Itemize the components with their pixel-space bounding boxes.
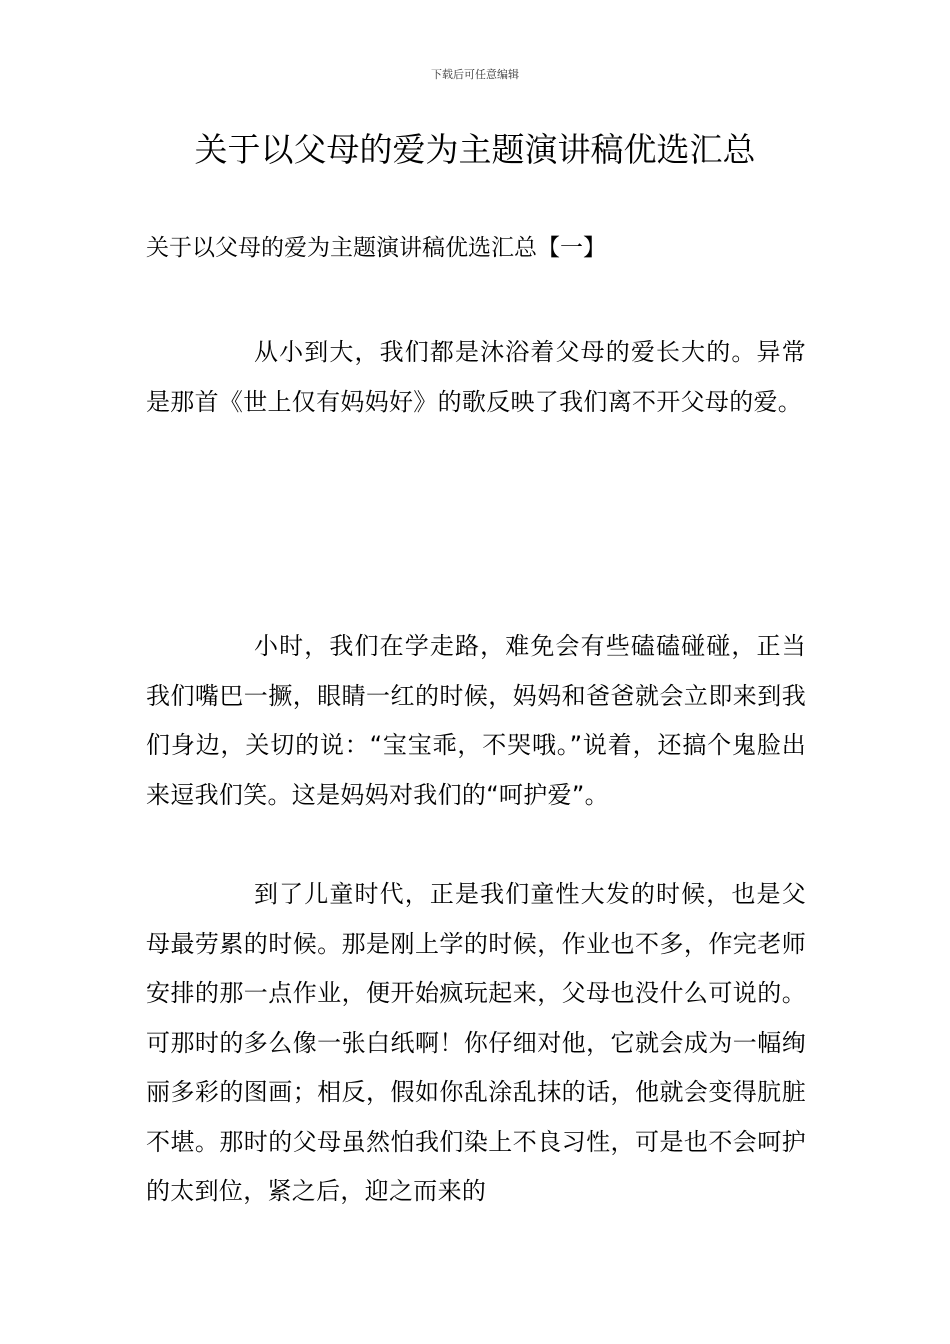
document-title: 关于以父母的爱为主题演讲稿优选汇总: [194, 130, 756, 169]
paragraph-2: 小时，我们在学走路，难免会有些磕磕碰碰，正当我们嘴巴一撅，眼睛一红的时候，妈妈和爸爸就会立即来到我们身边，关切的说：“宝宝乖，不哭哦。”说着，还搞个鬼脸出来逗我们笑。这是妈妈对我们的“呵护爱”。: [146, 632, 806, 809]
header-note: 下载后可任意编辑: [431, 68, 519, 81]
paragraph-3: 到了儿童时代，正是我们童性大发的时候，也是父母最劳累的时候。那是刚上学的时候，作业也不多，作完老师安排的那一点作业，便开始疯玩起来，父母也没什么可说的。可那时的多么像一张白纸啊！你仔细对他，它就会成为一幅绚丽多彩的图画；相反，假如你乱涂乱抹的话，他就会变得肮脏不堪。那时的父母虽然怕我们染上不良习性，可是也不会呵护的太到位，紧之后，迎之而来的: [146, 880, 806, 1205]
paragraph-1: 从小到大，我们都是沐浴着父母的爱长大的。异常是那首《世上仅有妈妈好》的歌反映了我们离不开父母的爱。: [146, 338, 806, 416]
section-heading: 关于以父母的爱为主题演讲稿优选汇总【一】: [146, 235, 606, 261]
